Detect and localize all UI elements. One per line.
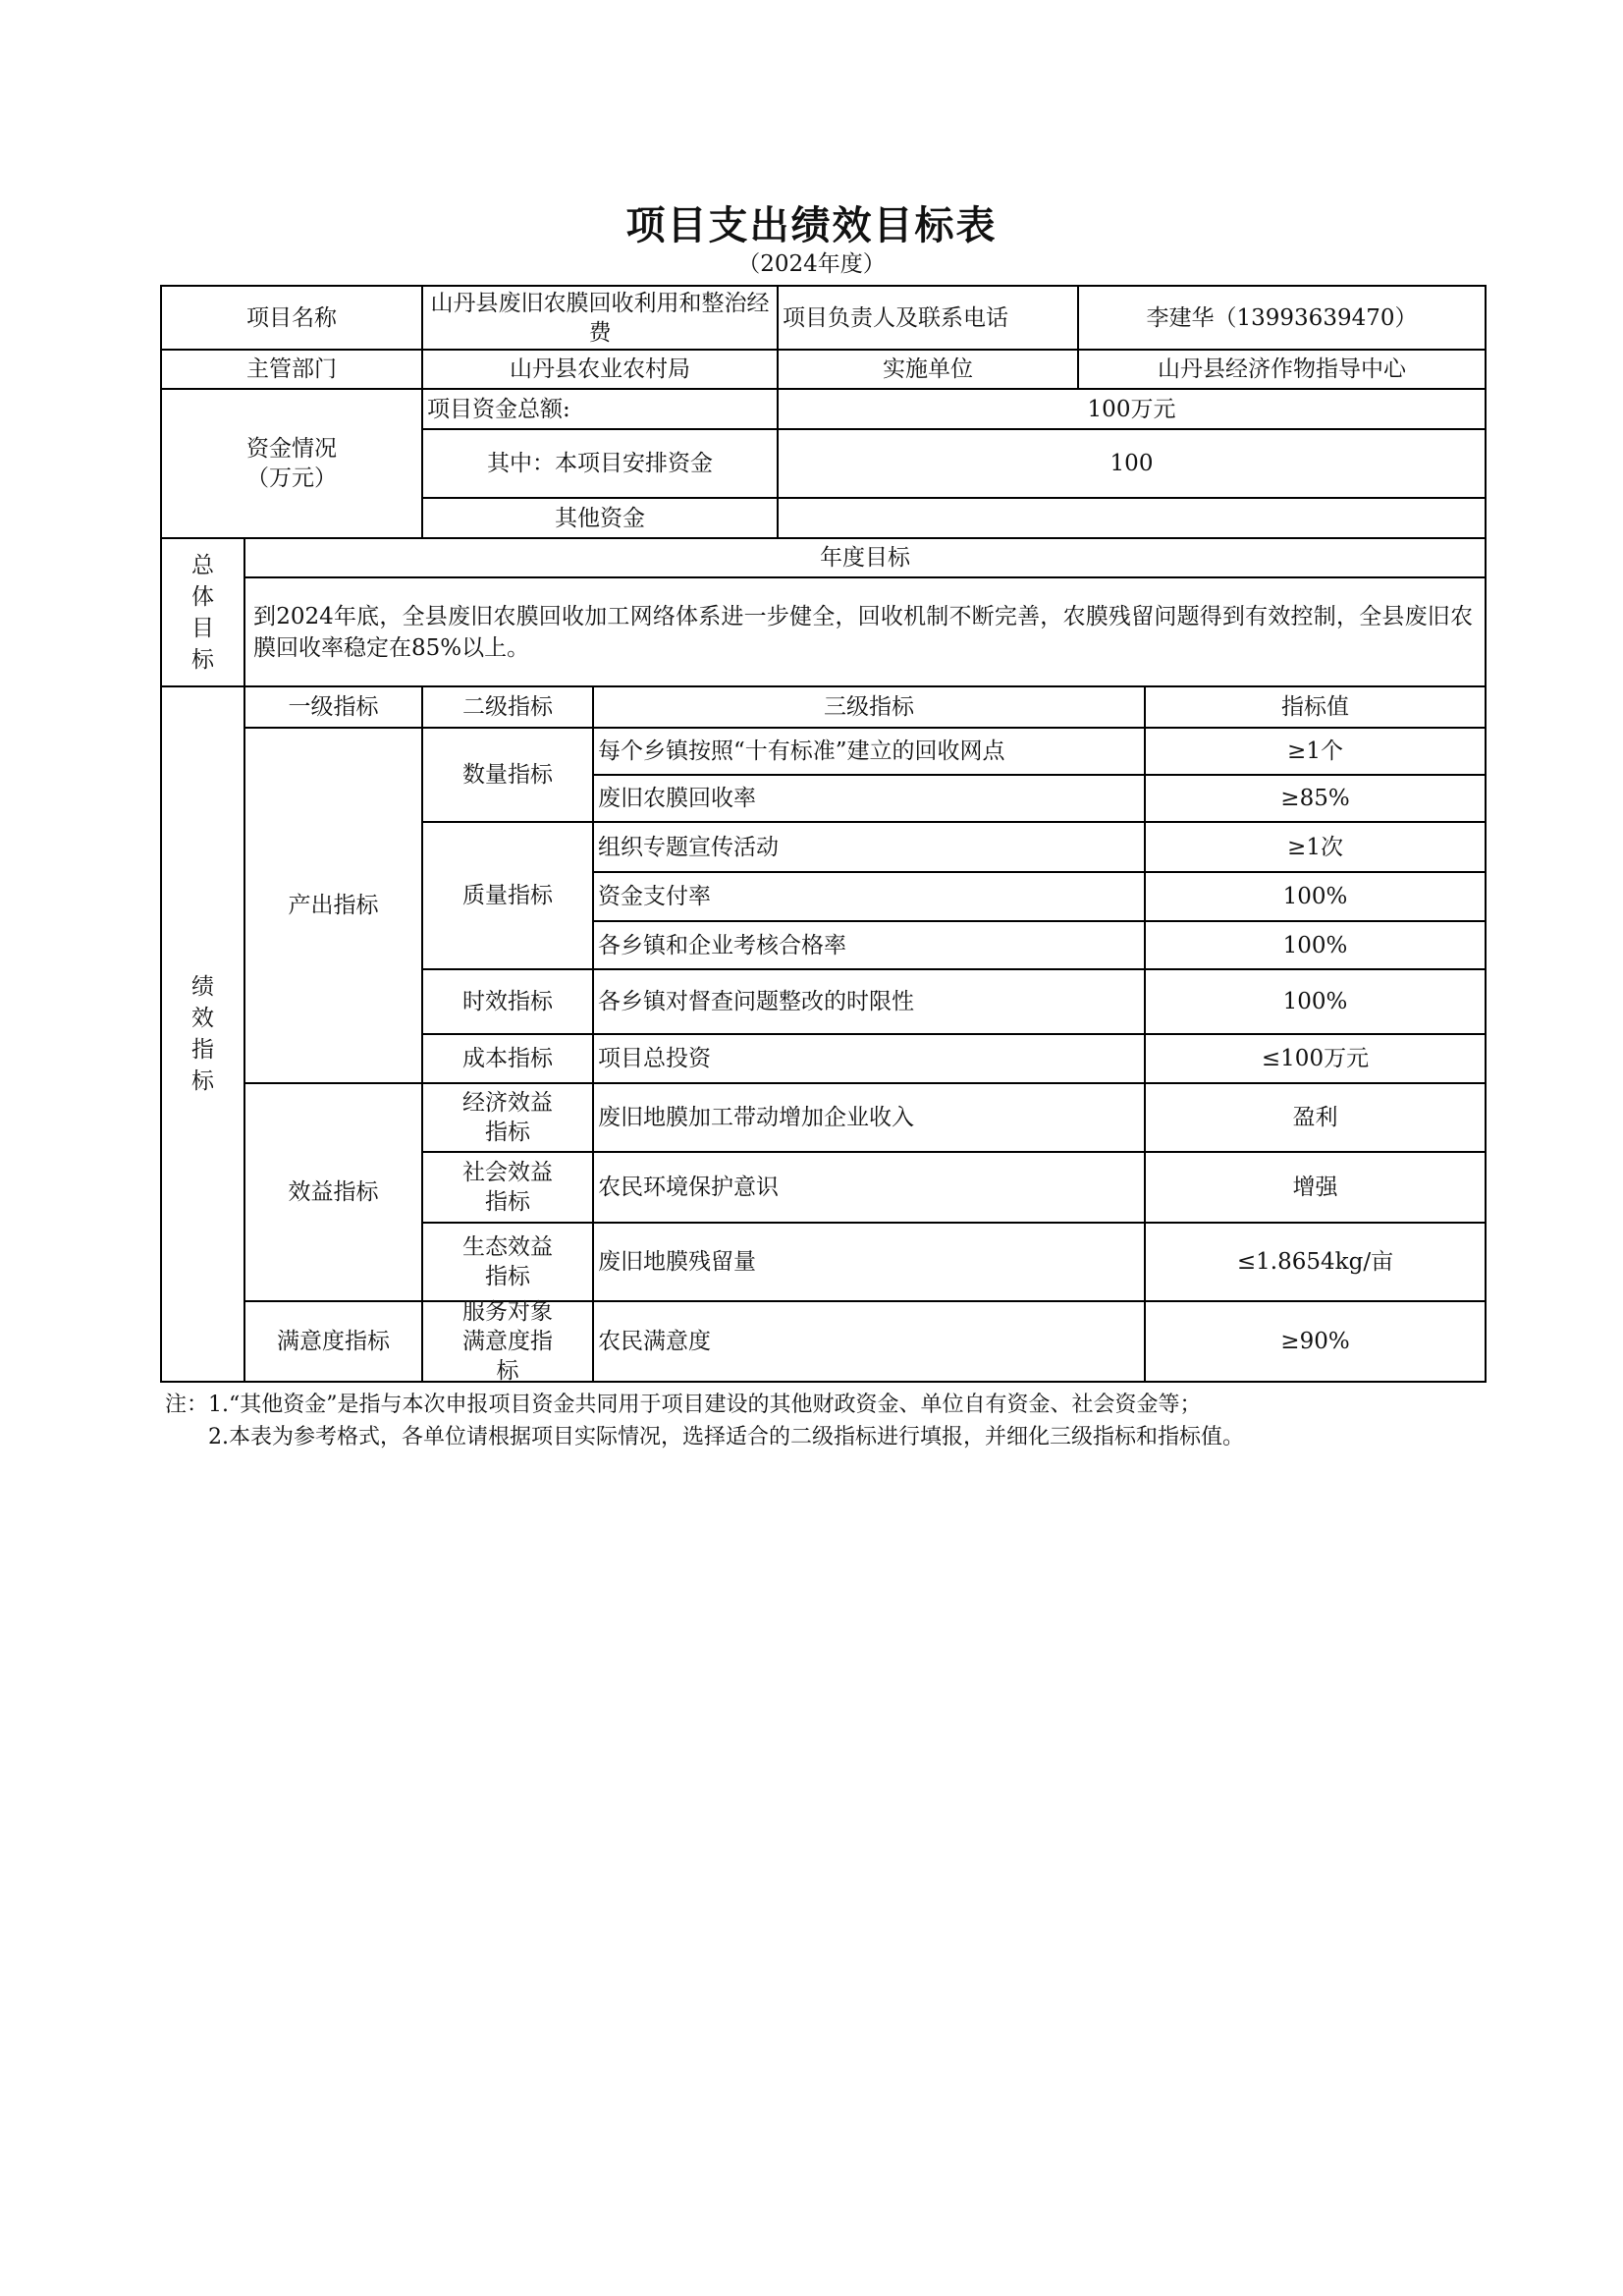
notes-prefix: 注： (165, 1393, 209, 1417)
project-name-value (421, 285, 779, 351)
level2-cell (421, 968, 594, 1035)
unit-label (777, 349, 1079, 390)
indicator-value-cell (1144, 920, 1487, 970)
indicator-value-cell-text: ≤1.8654kg/亩 (1236, 1249, 1394, 1275)
annual-goal-header (243, 537, 1487, 578)
level2-cell (421, 1300, 594, 1383)
header-value-text: 指标值 (1281, 694, 1349, 720)
indicator-cell (592, 1300, 1146, 1383)
indicator-value-cell (1144, 1082, 1487, 1153)
indicator-value-cell (1144, 774, 1487, 823)
indicator-cell (592, 871, 1146, 922)
funds-other-label (421, 497, 779, 539)
indicator-value-cell-text: ≤100万元 (1261, 1046, 1370, 1071)
indicator-value-cell-text: 100% (1282, 932, 1348, 958)
level2-cell-text: 生态效益指标 (462, 1234, 553, 1289)
indicator-cell (592, 920, 1146, 970)
indicator-value-cell (1144, 1033, 1487, 1084)
level2-cell (421, 1151, 594, 1224)
indicator-value-cell (1144, 821, 1487, 873)
indicator-cell-text: 废旧地膜加工带动增加企业收入 (598, 1105, 914, 1130)
annual-goal-header-text: 年度目标 (820, 545, 910, 571)
unit-value (1077, 349, 1487, 390)
level1-output-text: 产出指标 (288, 893, 379, 918)
header-level3-text: 三级指标 (824, 694, 914, 720)
dept-label (160, 349, 423, 390)
indicator-cell (592, 1082, 1146, 1153)
header-level1-text: 一级指标 (288, 694, 379, 720)
contact-value-text: 李建华（13993639470） (1146, 304, 1418, 331)
level1-satisfaction-text: 满意度指标 (277, 1329, 390, 1354)
indicator-value-cell (1144, 968, 1487, 1035)
indicator-cell-text: 农民满意度 (598, 1329, 711, 1354)
funds-other-label-text: 其他资金 (555, 505, 645, 531)
funds-arranged-label (421, 428, 779, 499)
level2-cell (421, 821, 594, 970)
level2-cell-text: 成本指标 (462, 1046, 553, 1071)
funds-arranged-value-text: 100 (1109, 451, 1154, 476)
indicator-value-cell (1144, 1151, 1487, 1224)
indicator-cell (592, 821, 1146, 873)
header-level3 (592, 685, 1146, 729)
indicator-value-cell-text: ≥1个 (1287, 738, 1343, 764)
level2-cell (421, 727, 594, 823)
indicator-cell-text: 每个乡镇按照“十有标准”建立的回收网点 (598, 738, 1005, 764)
unit-label-text: 实施单位 (883, 356, 973, 382)
indicator-value-cell-text: 100% (1282, 884, 1348, 909)
indicator-cell-text: 废旧农膜回收率 (598, 786, 756, 811)
level1-benefit (243, 1082, 423, 1302)
level1-output (243, 727, 423, 1084)
notes (165, 1389, 1324, 1453)
indicator-cell (592, 1222, 1146, 1302)
indicator-value-cell (1144, 1300, 1487, 1383)
level1-benefit-text: 效益指标 (288, 1179, 379, 1205)
project-name-label (160, 285, 423, 351)
indicator-cell-text: 项目总投资 (598, 1046, 711, 1071)
indicator-cell-text: 各乡镇对督查问题整改的时限性 (598, 989, 914, 1014)
indicator-cell-text: 废旧地膜残留量 (598, 1249, 756, 1275)
header-level2 (421, 685, 594, 729)
header-level1 (243, 685, 423, 729)
funds-total-value-text: 100万元 (1087, 396, 1176, 422)
dept-value-text: 山丹县农业农村局 (510, 356, 690, 382)
level2-cell (421, 1222, 594, 1302)
indicator-value-cell (1144, 1222, 1487, 1302)
dept-label-text: 主管部门 (246, 356, 337, 382)
indicator-value-cell (1144, 871, 1487, 922)
contact-label (777, 285, 1079, 351)
dept-value (421, 349, 779, 390)
level2-cell (421, 1033, 594, 1084)
note-1: 1.“其他资金”是指与本次申报项目资金共同用于项目建设的其他财政资金、单位自有资金、社会资金等； (208, 1393, 1202, 1417)
indicator-cell (592, 1151, 1146, 1224)
funds-label-text: 资金情况（万元） (246, 436, 337, 491)
annual-goal-text (243, 576, 1487, 687)
indicator-value-cell-text: ≥85% (1280, 786, 1350, 811)
performance-label-text: 绩效指标 (191, 974, 214, 1094)
funds-arranged-label-text: 其中：本项目安排资金 (487, 451, 713, 476)
page-subtitle: （2024年度） (737, 251, 886, 277)
indicator-cell (592, 774, 1146, 823)
funds-total-label (421, 388, 779, 430)
performance-label (160, 685, 245, 1383)
level2-cell (421, 1082, 594, 1153)
contact-value (1077, 285, 1487, 351)
indicator-value-cell-text: ≥90% (1280, 1329, 1350, 1354)
level2-cell-text: 经济效益指标 (462, 1090, 553, 1145)
level1-satisfaction (243, 1300, 423, 1383)
contact-label-text: 项目负责人及联系电话 (783, 304, 1008, 331)
project-name-label-text: 项目名称 (246, 304, 337, 331)
level2-cell-text: 数量指标 (462, 762, 553, 788)
indicator-value-cell-text: ≥1次 (1287, 834, 1343, 860)
indicator-value-cell (1144, 727, 1487, 776)
unit-value-text: 山丹县经济作物指导中心 (1158, 356, 1406, 382)
level2-cell-text: 服务对象满意度指标 (462, 1299, 553, 1384)
annual-goal-text-text: 到2024年底，全县废旧农膜回收加工网络体系进一步健全，回收机制不断完善，农膜残留问题得到有效控制，全县废旧农膜回收率稳定在85%以上。 (253, 603, 1473, 661)
indicator-cell-text: 各乡镇和企业考核合格率 (598, 932, 846, 958)
header-value (1144, 685, 1487, 729)
indicator-cell (592, 1033, 1146, 1084)
project-name-value-text: 山丹县废旧农膜回收利用和整治经费 (430, 290, 770, 346)
indicator-cell-text: 资金支付率 (598, 884, 711, 909)
indicator-value-cell-text: 增强 (1292, 1175, 1338, 1200)
overall-goal-label-text: 总体目标 (191, 552, 214, 673)
note-2: 2.本表为参考格式，各单位请根据项目实际情况，选择适合的二级指标进行填报，并细化三级指标和指标值。 (208, 1425, 1245, 1449)
indicator-cell-text: 农民环境保护意识 (598, 1175, 779, 1200)
indicator-cell (592, 727, 1146, 776)
header-level2-text: 二级指标 (462, 694, 553, 720)
level2-cell-text: 质量指标 (462, 883, 553, 908)
funds-label (160, 388, 423, 539)
funds-total-label-text: 项目资金总额: (427, 396, 570, 422)
indicator-cell (592, 968, 1146, 1035)
funds-total-value (777, 388, 1487, 430)
level2-cell-text: 社会效益指标 (462, 1160, 553, 1215)
funds-arranged-value (777, 428, 1487, 499)
page-title: 项目支出绩效目标表 (625, 203, 998, 248)
indicator-value-cell-text: 100% (1282, 989, 1348, 1014)
indicator-value-cell-text: 盈利 (1292, 1105, 1338, 1130)
level2-cell-text: 时效指标 (462, 989, 553, 1014)
funds-other-value (777, 497, 1487, 539)
indicator-cell-text: 组织专题宣传活动 (598, 834, 779, 860)
overall-goal-label (160, 537, 245, 687)
